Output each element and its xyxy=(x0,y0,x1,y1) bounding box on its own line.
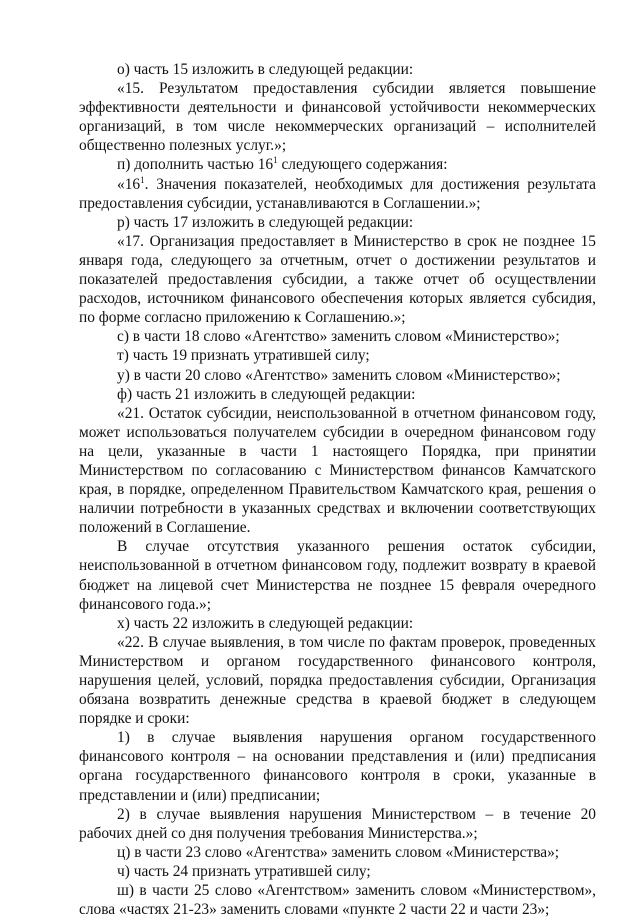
paragraph-s: с) в части 18 слово «Агентство» заменить словом «Министерство»; xyxy=(117,328,560,346)
paragraph-p-pre: п) дополнить частью 16 xyxy=(117,156,274,174)
paragraph-t: т) часть 19 признать утратившей силу; xyxy=(117,347,370,365)
paragraph-u: у) в части 20 слово «Агентство» заменить словом «Министерство»; xyxy=(117,366,561,384)
paragraph-part-21: «21. Остаток субсидии, неиспользованной в отчетном финансовом году, может использоваться получателем субсидии в очередном финансовом году на цели, указанные в части 1 настоящего Порядка, при принятии Министерством по согласованию с Министерством финансов Камчатского края, в порядке, определенном Правительством Камчатского края, решения о наличии потребности в указанных средствах и включении соответствующих положений в Соглашение. xyxy=(79,404,596,537)
paragraph-part-16-1 xyxy=(79,175,596,213)
paragraph-p xyxy=(79,155,596,174)
document-page xyxy=(79,60,596,919)
paragraph-16-1-post: . Значения показателей, необходимых для достижения результата предоставления субсидии, устанавливаются в Соглашении.»; xyxy=(79,175,596,212)
paragraph-ts: ц) в части 23 слово «Агентства» заменить словом «Министерства»; xyxy=(117,843,560,861)
paragraph-r: р) часть 17 изложить в следующей редакции: xyxy=(117,213,414,231)
paragraph-sh: ш) в части 25 слово «Агентством» заменить словом «Министерством», слова «частях 21-23» заменить словами «пункте 2 части 22 и части 23»; xyxy=(79,882,596,919)
paragraph-item-1: 1) в случае выявления нарушения органом государственного финансового контроля – на основании представления и (или) предписания органа государственного финансового контроля в сроки, указанные в представлении и (или) предписании; xyxy=(79,729,596,804)
paragraph-part-17: «17. Организация предоставляет в Министерство в срок не позднее 15 января года, следующего за отчетным, отчет о достижении результатов и показателей предоставления субсидии, а также отчет об осуществлении расходов, источником финансового обеспечения которых является субсидия, по форме согласно приложению к Соглашению.»; xyxy=(79,232,596,327)
superscript: 1 xyxy=(273,155,278,166)
paragraph-part-22: «22. В случае выявления, в том числе по фактам проверок, проведенных Министерством и органом государственного финансового контроля, нарушения целей, условий, порядка предоставления субсидии, Организация обязана возвратить денежные средства в краевой бюджет в следующем порядке и сроки: xyxy=(79,633,596,728)
paragraph-part-15: «15. Результатом предоставления субсидии является повышение эффективности деятельности и финансовой устойчивости некоммерческих организаций, в том числе некоммерческих организаций – исполнителей общественно полезных услуг.»; xyxy=(79,80,596,155)
superscript: 1 xyxy=(140,174,145,185)
paragraph-p-post: следующего содержания: xyxy=(277,156,448,174)
paragraph-no-decision: В случае отсутствия указанного решения остаток субсидии, неиспользованной в отчетном финансовом году, подлежит возврату в краевой бюджет на лицевой счет Министерства не позднее 15 февраля очередного финансового года.»; xyxy=(79,538,596,613)
paragraph-f: ф) часть 21 изложить в следующей редакции: xyxy=(117,385,416,403)
paragraph-ch: ч) часть 24 признать утратившей силу; xyxy=(117,862,371,880)
paragraph-kh: х) часть 22 изложить в следующей редакции: xyxy=(117,614,414,632)
paragraph-16-1-pre: «16 xyxy=(117,175,141,193)
paragraph-o: о) часть 15 изложить в следующей редакции: xyxy=(117,61,414,78)
paragraph-item-2: 2) в случае выявления нарушения Министерством – в течение 20 рабочих дней со дня получения требования Министерства.»; xyxy=(79,805,596,842)
